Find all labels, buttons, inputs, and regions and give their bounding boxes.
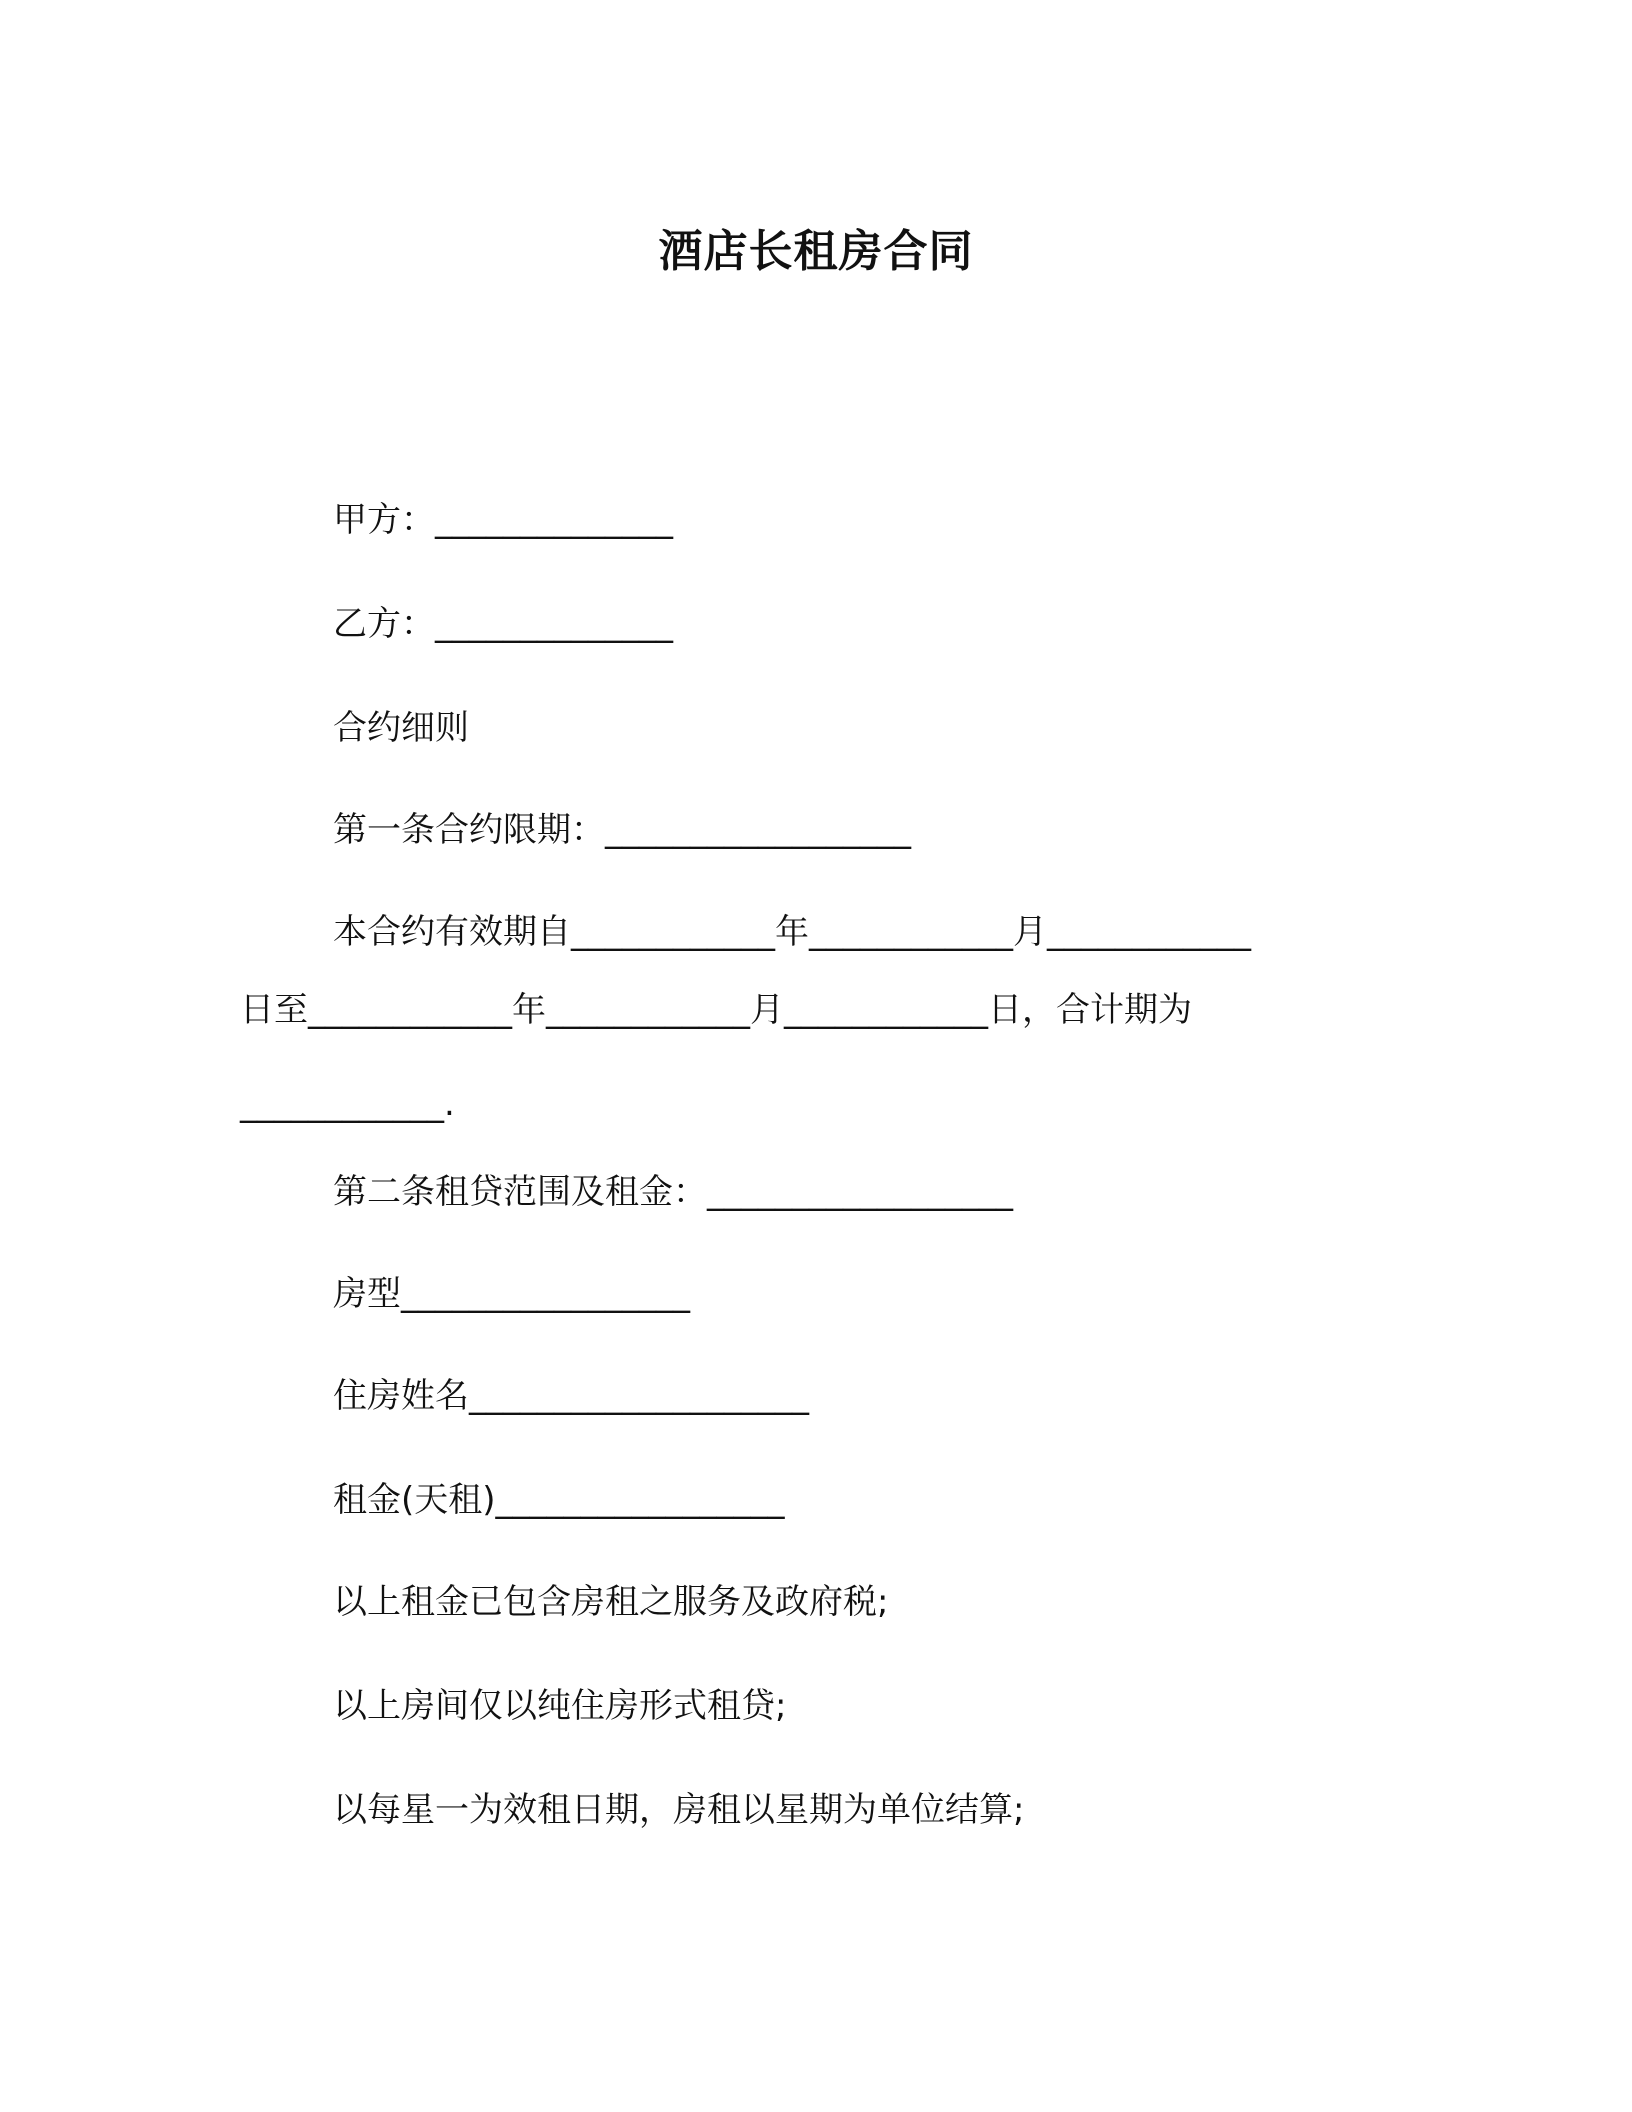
room-type-line: 房型_________________ (333, 1274, 690, 1314)
rent-includes-note: 以上租金已包含房租之服务及政府税; (333, 1582, 889, 1622)
daily-rent-line: 租金(天租)_________________ (333, 1480, 785, 1520)
party-b-line: 乙方：______________ (333, 604, 673, 644)
contract-terms-heading: 合约细则 (333, 708, 469, 748)
validity-period-line-1: 本合约有效期自____________年____________月____________ (333, 912, 1251, 952)
validity-period-line-2: 日至____________年____________月____________日，合计期为 (240, 990, 1192, 1030)
occupant-name-line: 住房姓名____________________ (333, 1376, 809, 1416)
party-a-line: 甲方：______________ (333, 500, 673, 540)
weekly-settlement-note: 以每星一为效租日期，房租以星期为单位结算; (333, 1790, 1025, 1830)
validity-period-line-3: ____________. (240, 1084, 455, 1124)
residential-use-note: 以上房间仅以纯住房形式租贷; (333, 1686, 787, 1726)
document-title: 酒店长租房合同 (658, 226, 974, 277)
article-1-term: 第一条合约限期：__________________ (333, 810, 911, 850)
article-2-scope-rent: 第二条租贷范围及租金：__________________ (333, 1172, 1013, 1212)
